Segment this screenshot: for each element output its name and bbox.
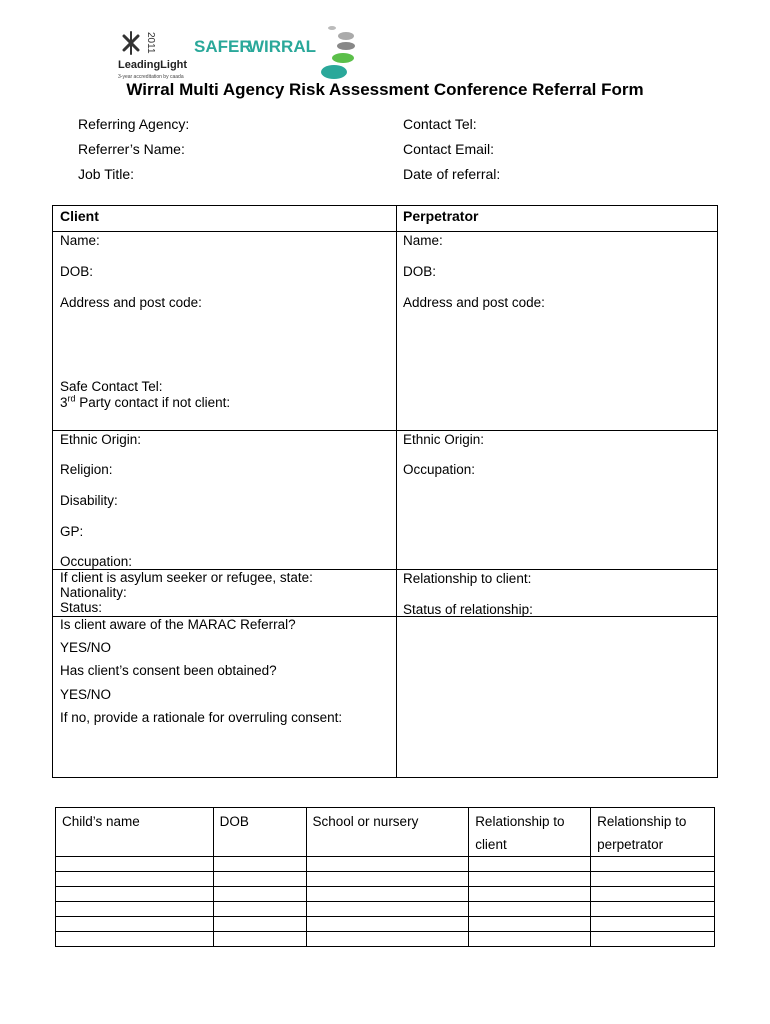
child-entry-cell[interactable]	[469, 902, 591, 917]
logo-area	[118, 26, 368, 82]
child-entry-cell[interactable]	[56, 917, 214, 932]
school-header: School or nursery	[306, 808, 469, 857]
client-disability-label: Disability:	[60, 493, 118, 508]
client-third-party-label: 3rd Party contact if not client:	[60, 393, 231, 410]
childs-name-header: Child’s name	[56, 808, 214, 857]
perpetrator-status-relationship-label: Status of relationship:	[403, 602, 533, 617]
child-entry-cell[interactable]	[56, 872, 214, 887]
child-entry-cell[interactable]	[591, 902, 715, 917]
child-entry-cell[interactable]	[469, 887, 591, 902]
perpetrator-heading: Perpetrator	[403, 208, 479, 224]
client-safe-contact-label: Safe Contact Tel:	[60, 379, 163, 394]
safer-text: SAFER	[194, 37, 252, 56]
child-entry-cell[interactable]	[213, 902, 306, 917]
client-consent-yesno: YES/NO	[60, 687, 112, 702]
children-table-header	[56, 808, 715, 857]
child-entry-cell[interactable]	[306, 932, 469, 947]
relationship-client-header: Relationship to client	[469, 808, 591, 857]
child-entry-cell[interactable]	[56, 902, 214, 917]
child-entry-cell[interactable]	[213, 917, 306, 932]
client-dob-label: DOB:	[60, 264, 94, 279]
child-entry-cell[interactable]	[469, 917, 591, 932]
child-entry-cell[interactable]	[213, 932, 306, 947]
child-entry-cell[interactable]	[469, 857, 591, 872]
child-entry-cell[interactable]	[56, 857, 214, 872]
referring-agency-label: Referring Agency:	[78, 116, 190, 132]
child-dob-header: DOB	[213, 808, 306, 857]
child-entry-cell[interactable]	[213, 887, 306, 902]
client-perpetrator-table	[52, 205, 718, 778]
client-ethnic-origin-label: Ethnic Origin:	[60, 432, 142, 447]
child-entry-cell[interactable]	[591, 857, 715, 872]
client-rationale-label: If no, provide a rationale for overruling consent:	[60, 710, 343, 725]
perpetrator-occupation-label: Occupation:	[403, 462, 476, 477]
table-row	[56, 932, 715, 947]
child-entry-cell[interactable]	[56, 932, 214, 947]
client-aware-yesno: YES/NO	[60, 640, 112, 655]
client-nationality-label: Nationality:	[60, 585, 127, 600]
job-title-label: Job Title:	[78, 166, 135, 182]
referrers-name-label: Referrer’s Name:	[78, 141, 185, 157]
child-entry-cell[interactable]	[591, 932, 715, 947]
child-entry-cell[interactable]	[591, 917, 715, 932]
logo-year: 2011	[145, 32, 156, 54]
wirral-text: WIRRAL	[248, 37, 316, 56]
client-status-label: Status:	[60, 600, 103, 615]
perpetrator-relationship-label: Relationship to client:	[403, 571, 532, 586]
relationship-perpetrator-header: Relationship to perpetrator	[591, 808, 715, 857]
client-aware-label: Is client aware of the MARAC Referral?	[60, 617, 296, 632]
table-row	[56, 902, 715, 917]
perpetrator-dob-label: DOB:	[403, 264, 437, 279]
child-entry-cell[interactable]	[591, 887, 715, 902]
form-title: Wirral Multi Agency Risk Assessment Conference Referral Form	[126, 80, 644, 99]
child-entry-cell[interactable]	[306, 872, 469, 887]
children-table	[55, 807, 715, 947]
date-of-referral-label: Date of referral:	[403, 166, 501, 182]
table-row	[56, 872, 715, 887]
table-row	[56, 917, 715, 932]
child-entry-cell[interactable]	[306, 917, 469, 932]
perpetrator-name-label: Name:	[403, 233, 443, 248]
leading-light-text: LeadingLight	[118, 59, 188, 71]
client-religion-label: Religion:	[60, 462, 113, 477]
child-entry-cell[interactable]	[213, 872, 306, 887]
contact-email-label: Contact Email:	[403, 141, 495, 157]
perpetrator-ethnic-origin-label: Ethnic Origin:	[403, 432, 485, 447]
child-entry-cell[interactable]	[591, 872, 715, 887]
child-entry-cell[interactable]	[213, 857, 306, 872]
client-address-label: Address and post code:	[60, 295, 202, 310]
child-entry-cell[interactable]	[306, 887, 469, 902]
contact-tel-label: Contact Tel:	[403, 116, 477, 132]
table-row	[56, 887, 715, 902]
client-asylum-label: If client is asylum seeker or refugee, state:	[60, 570, 313, 585]
client-heading: Client	[60, 208, 99, 224]
child-entry-cell[interactable]	[56, 887, 214, 902]
leading-light-logo	[118, 26, 368, 82]
perpetrator-address-label: Address and post code:	[403, 295, 545, 310]
client-name-label: Name:	[60, 233, 100, 248]
child-entry-cell[interactable]	[306, 857, 469, 872]
accreditation-text: 3-year accreditation by caada	[118, 74, 184, 80]
child-entry-cell[interactable]	[306, 902, 469, 917]
child-entry-cell[interactable]	[469, 872, 591, 887]
child-entry-cell[interactable]	[469, 932, 591, 947]
client-occupation-label: Occupation:	[60, 554, 133, 569]
table-row	[56, 857, 715, 872]
client-gp-label: GP:	[60, 524, 84, 539]
client-consent-label: Has client’s consent been obtained?	[60, 663, 277, 678]
